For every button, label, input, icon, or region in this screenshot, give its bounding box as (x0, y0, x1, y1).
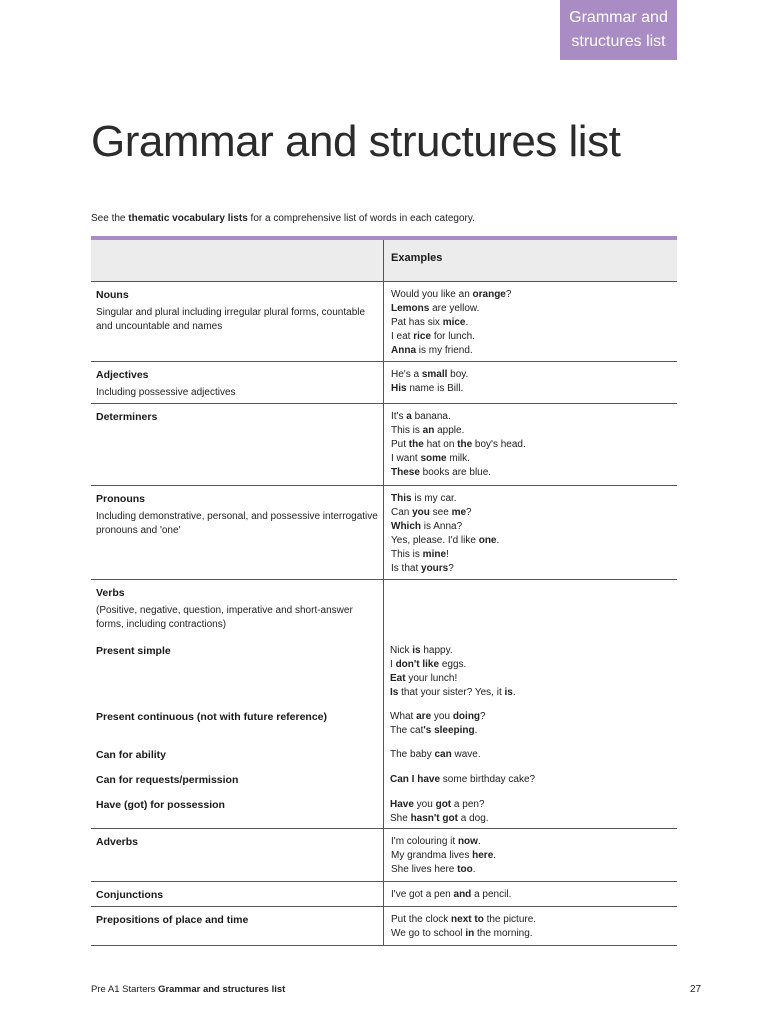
examples-cell (383, 404, 677, 485)
example-keyword: These (391, 467, 420, 478)
example-keyword: an (422, 425, 435, 436)
example-text: a pen? (451, 799, 485, 810)
category-heading: Pronouns (96, 493, 145, 505)
verb-form-label: Have (got) for possession (96, 799, 225, 811)
example-line (391, 506, 669, 520)
example-text: milk. (446, 453, 470, 464)
header-cell-examples: Examples (383, 240, 677, 281)
example-line (391, 410, 669, 424)
verb-subsection (91, 710, 677, 748)
example-line (391, 863, 669, 877)
category-cell (91, 362, 383, 403)
example-line (391, 849, 669, 863)
example-text: a dog. (457, 813, 489, 824)
example-text: see (429, 507, 452, 518)
section-tab-line2: structures list (571, 33, 666, 50)
category-heading: Determiners (96, 411, 158, 423)
example-keyword: and (453, 889, 472, 900)
example-keyword: This (391, 493, 412, 504)
example-text: . (512, 687, 516, 698)
page-number: 27 (690, 984, 702, 995)
examples-cell (383, 282, 677, 361)
intro-post: for a comprehensive list of words in each category. (247, 213, 475, 224)
example-text: . (465, 317, 469, 328)
example-keyword: the (457, 439, 473, 450)
verb-subsection (91, 773, 677, 798)
example-text: you (413, 799, 436, 810)
verb-subsection (91, 644, 677, 710)
table-header-row (91, 240, 677, 282)
example-line (391, 562, 669, 576)
verb-subsection (91, 748, 677, 773)
example-text: She (390, 813, 411, 824)
example-text: ? (466, 507, 472, 518)
example-line (391, 316, 669, 330)
example-keyword: doing (452, 711, 481, 722)
category-cell (91, 486, 383, 579)
example-keyword: Can I have (390, 774, 441, 785)
example-text: The baby (390, 749, 435, 760)
example-keyword: got (435, 799, 452, 810)
example-text: a pencil. (471, 889, 512, 900)
example-keyword: His (391, 383, 407, 394)
example-text: . (474, 725, 478, 736)
table-row (91, 486, 677, 580)
example-text: for lunch. (431, 331, 475, 342)
example-line (391, 534, 669, 548)
examples-cell (383, 773, 677, 798)
example-text: This is (391, 549, 423, 560)
category-heading: Prepositions of place and time (96, 914, 249, 926)
example-line (390, 672, 669, 686)
table-row (91, 404, 677, 486)
examples-cell (383, 362, 677, 403)
example-text: My grandma lives (391, 850, 473, 861)
example-text: Put (391, 439, 409, 450)
example-text: name is Bill. (406, 383, 464, 394)
example-line (391, 288, 669, 302)
example-keyword: you (412, 507, 430, 518)
category-heading: Conjunctions (96, 889, 164, 901)
example-text: He's a (391, 369, 422, 380)
example-line (391, 548, 669, 562)
example-text: boy's head. (472, 439, 526, 450)
example-line (390, 658, 669, 672)
example-text: you (431, 711, 453, 722)
example-text: is my friend. (416, 345, 473, 356)
example-text: that your sister? Yes, it (398, 687, 505, 698)
example-keyword: is (412, 645, 421, 656)
header-cell-left (91, 240, 383, 281)
column-divider (383, 580, 384, 828)
category-heading: Nouns (96, 289, 129, 301)
example-text: hat on (423, 439, 458, 450)
page-title: Grammar and structures list (91, 117, 621, 166)
category-description: Including possessive adjectives (96, 387, 236, 398)
example-keyword: Is (390, 687, 399, 698)
example-text: Yes, please. I'd like (391, 535, 479, 546)
verb-form-label: Present simple (96, 645, 171, 657)
example-text: Would you like an (391, 289, 473, 300)
verb-form-label: Present continuous (not with future reference) (96, 711, 328, 723)
example-keyword: is (504, 687, 513, 698)
example-text: We go to school (391, 928, 466, 939)
table-row (91, 362, 677, 404)
example-keyword: orange (472, 289, 506, 300)
table-row (91, 907, 677, 946)
example-line (391, 835, 669, 849)
example-keyword: too (457, 864, 473, 875)
examples-cell (383, 710, 677, 748)
table-row (91, 282, 677, 362)
example-text: What (390, 711, 417, 722)
table-row (91, 882, 677, 907)
examples-cell (383, 644, 677, 710)
example-text: ! (446, 549, 449, 560)
example-text: I'm colouring it (391, 836, 458, 847)
category-cell (91, 882, 383, 906)
example-text: boy. (447, 369, 469, 380)
category-cell (91, 907, 383, 945)
example-keyword: small (421, 369, 448, 380)
category-cell (91, 829, 383, 881)
grammar-table (91, 236, 677, 946)
example-keyword: rice (413, 331, 432, 342)
example-text: your lunch! (405, 673, 458, 684)
example-keyword: are (416, 711, 432, 722)
example-text: wave. (451, 749, 481, 760)
examples-cell (383, 907, 677, 945)
example-text: eggs. (439, 659, 467, 670)
example-keyword: a (406, 411, 412, 422)
example-text: ? (448, 563, 454, 574)
example-text: She lives here (391, 864, 458, 875)
example-line (390, 798, 669, 812)
example-text: I eat (391, 331, 414, 342)
examples-cell (383, 882, 677, 906)
intro-text (91, 213, 475, 224)
category-cell (91, 282, 383, 361)
category-heading: Adverbs (96, 836, 139, 848)
example-text: It's (391, 411, 407, 422)
example-text: banana. (411, 411, 451, 422)
example-text: . (472, 864, 476, 875)
example-text: The cat (390, 725, 424, 736)
category-description: (Positive, negative, question, imperative and short-answer forms, including contractions) (96, 605, 353, 630)
example-line (390, 748, 669, 762)
example-line (390, 724, 669, 738)
examples-cell (383, 829, 677, 881)
example-text: . (477, 836, 481, 847)
example-keyword: hasn't got (410, 813, 458, 824)
category-heading: Verbs (96, 587, 125, 599)
example-keyword: Eat (390, 673, 406, 684)
verb-form-label: Can for requests/permission (96, 774, 239, 786)
example-text: apple. (434, 425, 465, 436)
example-text: I (390, 659, 396, 670)
category-heading: Adjectives (96, 369, 149, 381)
example-keyword: Have (390, 799, 414, 810)
example-keyword: here (472, 850, 494, 861)
example-text: . (493, 850, 497, 861)
example-text: I've got a pen (391, 889, 454, 900)
examples-cell (383, 486, 677, 579)
example-text: happy. (420, 645, 453, 656)
example-keyword: don't like (395, 659, 440, 670)
example-line (391, 438, 669, 452)
example-keyword: mice (442, 317, 466, 328)
example-line (391, 424, 669, 438)
example-keyword: in (465, 928, 475, 939)
example-line (391, 520, 669, 534)
example-line (390, 644, 669, 658)
example-keyword: mine (422, 549, 447, 560)
example-line (390, 812, 669, 826)
verbs-header (91, 580, 383, 632)
example-line (391, 452, 669, 466)
example-text: are yellow. (429, 303, 480, 314)
example-line (390, 686, 669, 700)
example-line (391, 382, 669, 396)
example-text: Pat has six (391, 317, 443, 328)
example-line (391, 927, 669, 941)
section-tab-line1: Grammar and (569, 9, 668, 26)
example-text: This is (391, 425, 423, 436)
example-text: is my car. (411, 493, 457, 504)
category-description: Singular and plural including irregular plural forms, countable and uncountable and names (96, 307, 366, 332)
example-keyword: 's sleeping (423, 725, 475, 736)
examples-cell (383, 748, 677, 773)
example-text: I want (391, 453, 421, 464)
intro-link-text: thematic vocabulary lists (128, 213, 248, 224)
example-keyword: Which (391, 521, 421, 532)
example-text: some birthday cake? (440, 774, 536, 785)
example-keyword: the (408, 439, 424, 450)
example-keyword: can (434, 749, 452, 760)
intro-pre: See the (91, 213, 129, 224)
example-text: the picture. (483, 914, 537, 925)
example-keyword: some (420, 453, 447, 464)
example-line (391, 913, 669, 927)
example-text: Can (391, 507, 413, 518)
example-text: ? (480, 711, 486, 722)
example-keyword: next to (451, 914, 484, 925)
example-line (391, 344, 669, 358)
example-keyword: Lemons (391, 303, 430, 314)
example-text: . (496, 535, 500, 546)
table-row (91, 829, 677, 882)
example-keyword: me (451, 507, 467, 518)
footer (91, 984, 285, 995)
example-keyword: one (478, 535, 497, 546)
example-line (391, 368, 669, 382)
example-text: books are blue. (419, 467, 492, 478)
example-line (391, 888, 669, 902)
example-keyword: yours (421, 563, 449, 574)
example-line (391, 492, 669, 506)
example-text: is Anna? (421, 521, 463, 532)
example-keyword: Anna (391, 345, 416, 356)
footer-title: Grammar and structures list (158, 984, 286, 995)
example-text: ? (505, 289, 512, 300)
example-keyword: now (457, 836, 478, 847)
example-line (390, 710, 669, 724)
example-line (391, 330, 669, 344)
example-text: Put the clock (391, 914, 452, 925)
example-line (390, 773, 669, 787)
verb-form-label: Can for ability (96, 749, 167, 761)
example-text: the morning. (474, 928, 533, 939)
example-line (391, 302, 669, 316)
example-line (391, 466, 669, 480)
category-cell (91, 404, 383, 485)
example-text: Nick (390, 645, 413, 656)
footer-series: Pre A1 Starters (91, 984, 159, 995)
category-description: Including demonstrative, personal, and possessive interrogative pronouns and 'one' (96, 511, 378, 536)
table-row-verbs (91, 580, 677, 829)
example-text: Is that (391, 563, 422, 574)
section-tab (560, 0, 677, 60)
